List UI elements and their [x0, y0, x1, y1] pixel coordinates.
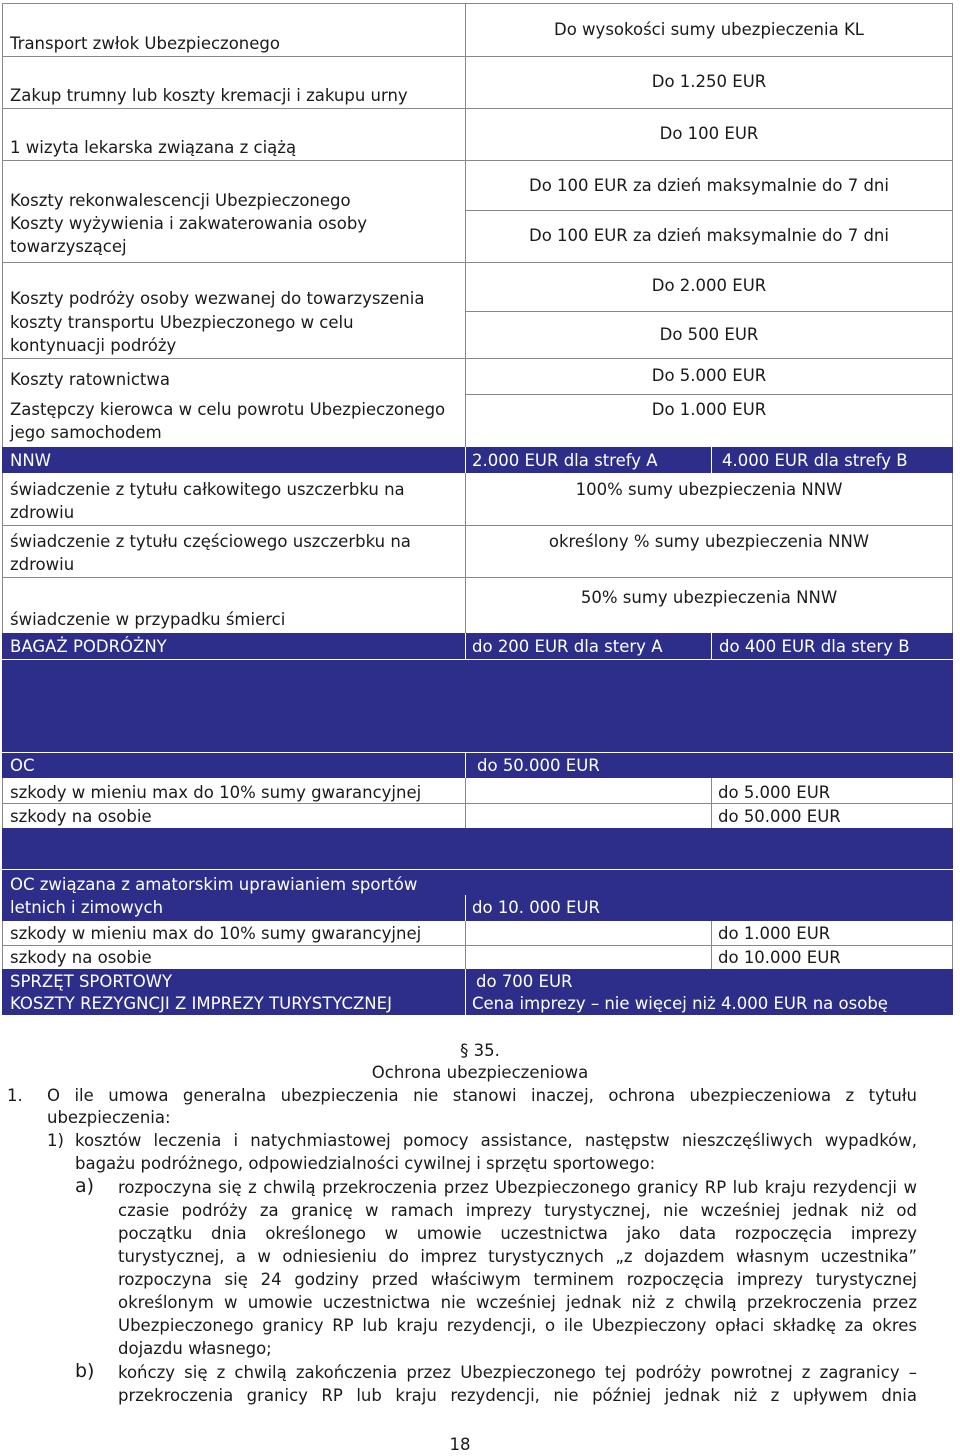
page-number: 18 — [449, 1435, 471, 1454]
row-label: Koszty ratownictwa — [10, 370, 170, 389]
equipment-value: do 700 EUR — [476, 972, 573, 991]
row-label: Koszty wyżywienia i zakwaterowania osoby — [10, 214, 368, 233]
baggage-zone-a: do 200 EUR dla stery A — [472, 637, 663, 656]
text-line: przekroczenia granicy RP lub kraju rezydencji, nie później jednak niż z upływem dnia — [118, 1386, 917, 1405]
oc-sport-persons-value: do 10.000 EUR — [718, 948, 841, 967]
row-label: Zakup trumny lub koszty kremacji i zakupu urny — [10, 86, 408, 105]
point-text: kosztów leczenia i natychmiastowej pomocy assistance, następstw nieszczęśliwych wypadków, — [75, 1131, 917, 1150]
cancellation-value: Cena imprezy – nie więcej niż 4.000 EUR na osobę — [472, 994, 888, 1013]
text-line: określonym w umowie uczestnictwa nie wcześniej jednak niż z chwilą przekroczenia przez — [118, 1293, 917, 1312]
oc-persons-label: szkody na osobie — [10, 807, 152, 826]
text-line: dojazdu własnego; — [118, 1339, 272, 1358]
text-line: rozpoczyna się z chwilą przekroczenia przez Ubezpieczonego granicy RP lub kraju rezydencji w — [118, 1178, 917, 1197]
text-line: kończy się z chwilą zakończenia przez Ubezpieczonego tej podróży powrotnej z zagranicy – — [118, 1363, 917, 1382]
subpoint-label: a) — [75, 1175, 95, 1197]
point-text: bagażu podróżnego, odpowiedzialności cywilnej i sprzętu sportowego: — [75, 1154, 656, 1173]
cancellation-label: KOSZTY REZYGNCJI Z IMPREZY TURYSTYCZNEJ — [10, 994, 392, 1013]
row-label: kontynuacji podróży — [10, 336, 177, 355]
nnw-row-label: świadczenie z tytułu całkowitego uszczerbku na — [10, 480, 405, 499]
nnw-title: NNW — [10, 451, 52, 470]
row-value: Do 2.000 EUR — [651, 276, 767, 295]
text-line: Ubezpieczonego granicy RP lub kraju rezydencji, o ile Ubezpieczony opłaci składkę za okres — [118, 1316, 917, 1335]
nnw-row-label: zdrowiu — [10, 555, 75, 574]
oc-persons-value: do 50.000 EUR — [718, 807, 841, 826]
oc-property-value: do 5.000 EUR — [718, 783, 831, 802]
paragraph-text: O ile umowa generalna ubezpieczenia nie stanowi inaczej, ochrona ubezpieczeniowa z tytułu — [47, 1086, 917, 1105]
row-label: 1 wizyta lekarska związana z ciążą — [10, 138, 297, 157]
nnw-zone-a: 2.000 EUR dla strefy A — [472, 451, 658, 470]
nnw-row-value: 50% sumy ubezpieczenia NNW — [580, 588, 838, 607]
subpoint-label: b) — [75, 1360, 95, 1382]
oc-sport-property-label: szkody w mieniu max do 10% sumy gwarancyjnej — [10, 924, 422, 943]
oc-sport-total: do 10. 000 EUR — [472, 898, 601, 917]
row-value: Do 100 EUR za dzień maksymalnie do 7 dni — [529, 176, 889, 195]
section-title: Ochrona ubezpieczeniowa — [371, 1063, 589, 1082]
row-label: towarzyszącej — [10, 237, 127, 256]
row-value: Do 100 EUR za dzień maksymalnie do 7 dni — [529, 226, 889, 245]
oc-title: OC — [10, 756, 35, 775]
oc-sport-property-value: do 1.000 EUR — [718, 924, 831, 943]
baggage-zone-b: do 400 EUR dla stery B — [719, 637, 910, 656]
paragraph-text: ubezpieczenia: — [47, 1108, 171, 1127]
row-value: Do 1.000 EUR — [651, 400, 767, 419]
text-line: początku dnia określonego w umowie uczestnictwa jako data rozpoczęcia imprezy — [118, 1224, 917, 1243]
row-value: Do 100 EUR — [659, 124, 759, 143]
row-value: Do 5.000 EUR — [651, 366, 767, 385]
row-value: Do 500 EUR — [659, 325, 759, 344]
row-value: Do 1.250 EUR — [651, 72, 767, 91]
nnw-row-label: świadczenie w przypadku śmierci — [10, 610, 286, 629]
oc-total: do 50.000 EUR — [477, 756, 600, 775]
nnw-zone-b: 4.000 EUR dla strefy B — [722, 451, 908, 470]
point-number: 1) — [47, 1131, 64, 1150]
row-label: Zastępczy kierowca w celu powrotu Ubezpieczonego — [10, 400, 446, 419]
oc-sport-title: OC związana z amatorskim uprawianiem sportów — [10, 875, 418, 894]
row-label: Koszty rekonwalescencji Ubezpieczonego — [10, 191, 351, 210]
row-label: Transport zwłok Ubezpieczonego — [10, 34, 280, 53]
nnw-row-value: określony % sumy ubezpieczenia NNW — [548, 532, 870, 551]
text-line: czasie podróży za granicę w ramach imprezy turystycznej, nie wcześniej jednak niż od — [118, 1201, 917, 1220]
equipment-label: SPRZĘT SPORTOWY — [10, 972, 173, 991]
nnw-row-label: zdrowiu — [10, 503, 75, 522]
text-line: rozpoczyna się 24 godziny przed właściwym terminem rozpoczęcia imprezy turystycznej — [118, 1270, 917, 1289]
nnw-row-value: 100% sumy ubezpieczenia NNW — [575, 480, 843, 499]
text-line: turystycznej, a w odniesieniu do imprez turystycznych „z dojazdem własnym uczestnika” — [118, 1247, 917, 1266]
nnw-row-label: świadczenie z tytułu częściowego uszczerbku na — [10, 532, 411, 551]
oc-property-label: szkody w mieniu max do 10% sumy gwarancyjnej — [10, 783, 422, 802]
paragraph-number: 1. — [7, 1086, 23, 1105]
row-label: jego samochodem — [10, 423, 162, 442]
oc-sport-persons-label: szkody na osobie — [10, 948, 152, 967]
baggage-title: BAGAŻ PODRÓŻNY — [10, 637, 167, 656]
row-label: koszty transportu Ubezpieczonego w celu — [10, 313, 354, 332]
section-number: § 35. — [460, 1041, 500, 1060]
row-value: Do wysokości sumy ubezpieczenia KL — [554, 20, 864, 39]
oc-sport-title: letnich i zimowych — [10, 898, 164, 917]
row-label: Koszty podróży osoby wezwanej do towarzyszenia — [10, 289, 425, 308]
